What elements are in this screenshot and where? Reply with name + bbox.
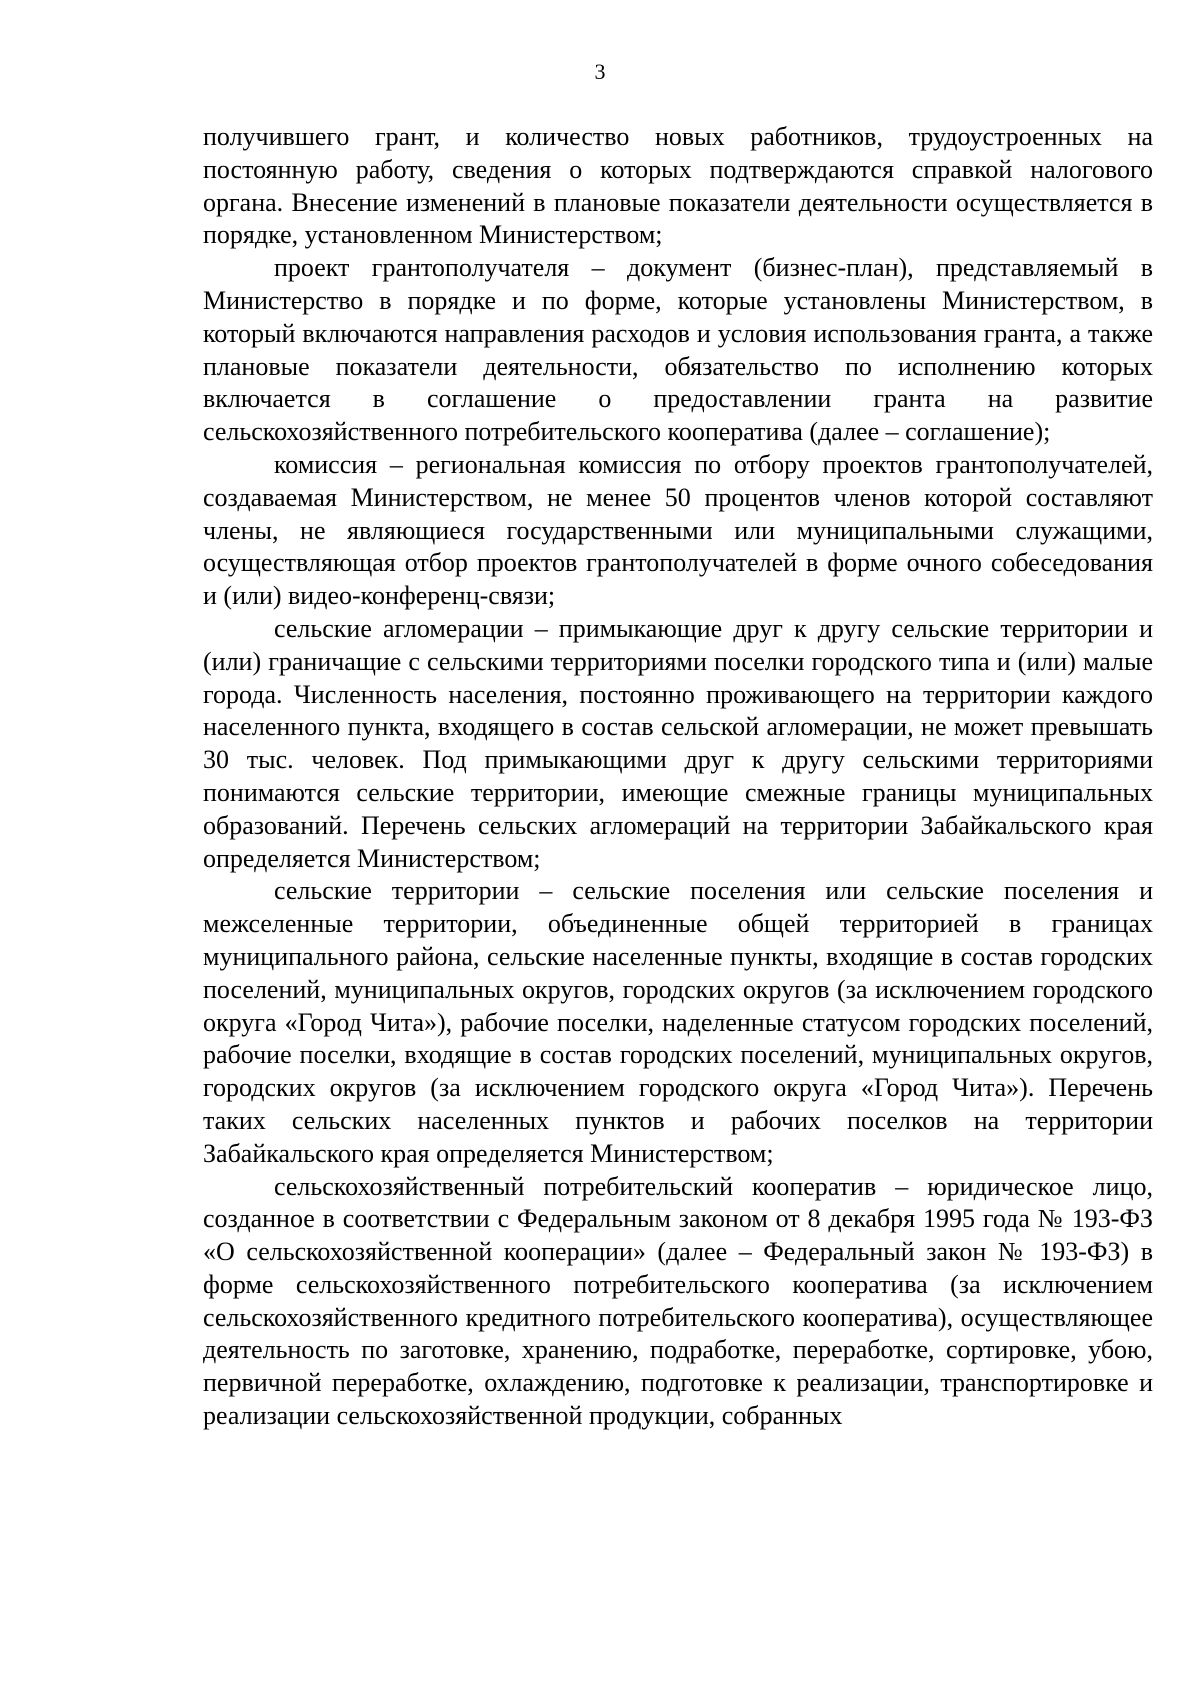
document-body [203, 121, 1153, 1433]
paragraph-definition-cooperative: сельскохозяйственный потребительский кооператив – юридическое лицо, созданное в соответствии с Федеральным законом от 8 декабря 1995 года № 193-ФЗ «О сельскохозяйственной кооперации» (далее – Федеральный закон № 193-ФЗ) в форме сельскохозяйственного потребительского кооператива (за исключением сельскохозяйственного кредитного потребительского кооператива), осуществляющее деятельность по заготовке, хранению, подработке, переработке, сортировке, убою, первичной переработке, охлаждению, подготовке к реализации, транспортировке и реализации сельскохозяйственной продукции, собранных [203, 1171, 1153, 1431]
paragraph-definition-project: проект грантополучателя – документ (бизнес-план), представляемый в Министерство в порядке и по форме, которые установлены Министерством, в который включаются направления расходов и условия использования гранта, а также плановые показатели деятельности, обязательство по исполнению которых включается в соглашение о предоставлении гранта на развитие сельскохозяйственного потребительского кооператива (далее – соглашение); [203, 253, 1153, 447]
paragraph-definition-agglomerations: сельские агломерации – примыкающие друг к другу сельские территории и (или) граничащие с сельскими территориями поселки городского типа и (или) малые города. Численность населения, постоянно проживающего на территории каждого населенного пункта, входящего в состав сельской агломерации, не может превышать 30 тыс. человек. Под примыкающими друг к другу сельскими территориями понимаются сельские территории, имеющие смежные границы муниципальных образований. Перечень сельских агломераций на территории Забайкальского края определяется Министерством; [203, 613, 1153, 873]
paragraph-definition-commission: комиссия – региональная комиссия по отбору проектов грантополучателей, создаваемая Министерством, не менее 50 процентов членов которой составляют члены, не являющиеся государственными или муниципальными служащими, осуществляющая отбор проектов грантополучателей в форме очного собеседования и (или) видео-конференц-связи; [203, 449, 1153, 611]
paragraph-definition-rural-territories: сельские территории – сельские поселения или сельские поселения и межселенные территории, объединенные общей территорией в границах муниципального района, сельские населенные пункты, входящие в состав городских поселений, муниципальных округов, городских округов (за исключением городского округа «Город Чита»), рабочие поселки, наделенные статусом городских поселений, рабочие поселки, входящие в состав городских поселений, муниципальных округов, городских округов (за исключением городского округа «Город Чита»). Перечень таких сельских населенных пунктов и рабочих поселков на территории Забайкальского края определяется Министерством; [203, 876, 1153, 1168]
page-number: 3 [594, 59, 606, 84]
paragraph-continuation: получившего грант, и количество новых работников, трудоустроенных на постоянную работу, сведения о которых подтверждаются справкой налогового органа. Внесение изменений в плановые показатели деятельности осуществляется в порядке, установленном Министерством; [203, 122, 1153, 250]
